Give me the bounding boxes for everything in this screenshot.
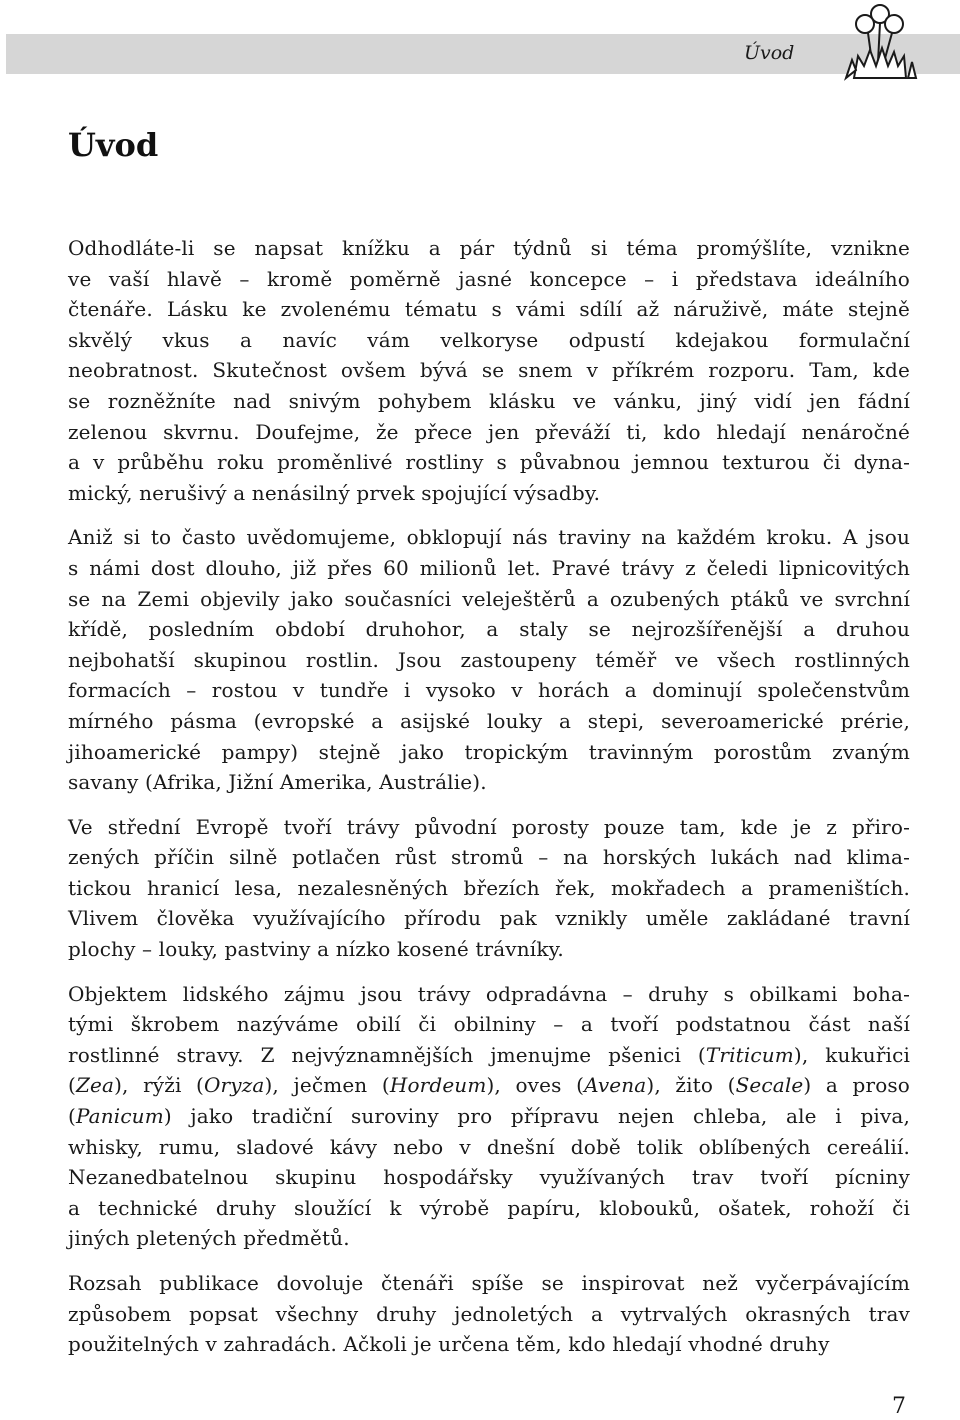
paragraph (68, 979, 910, 1254)
text-line (68, 478, 910, 509)
text-line (68, 706, 910, 737)
text-line (68, 645, 910, 676)
running-header-bar (6, 34, 960, 74)
text-run: Aniž si to často uvědomujeme, obklopují nás traviny na každém kroku. A jsou (68, 525, 910, 550)
text-run: čtenáře. Lásku ke zvolenému tématu s vámi sdílí až náruživě, máte stejně (68, 297, 910, 322)
latin-genus-name: Triticum (705, 1042, 794, 1067)
page-number: 7 (892, 1394, 906, 1419)
text-run: ), rýži ( (114, 1073, 205, 1098)
text-line (68, 386, 910, 417)
latin-genus-name: Oryza (204, 1073, 265, 1098)
latin-genus-name: Hordeum (389, 1073, 487, 1098)
text-line (68, 1193, 910, 1224)
text-run: Rozsah publikace dovoluje čtenáři spíše se inspirovat než vyčerpávajícím (68, 1271, 910, 1295)
text-run: ), oves ( (486, 1073, 585, 1098)
latin-genus-name: Secale (735, 1073, 804, 1098)
text-run: ve vaší hlavě – kromě poměrně jasné koncepce – i představa ideálního (68, 266, 910, 291)
text-line (68, 842, 910, 873)
paragraph (68, 522, 910, 797)
text-run: ( (68, 1104, 76, 1129)
text-line (68, 1132, 910, 1163)
text-line (68, 767, 910, 798)
paragraph (68, 812, 910, 965)
text-run: skvělý vkus a navíc vám velkoryse odpustí kdejakou formulační (68, 327, 910, 352)
text-run: formacích – rostou v tundře i vysoko v horách a dominují společenstvům (68, 678, 910, 703)
text-line (68, 553, 910, 584)
latin-genus-name: Panicum (75, 1104, 164, 1129)
latin-genus-name: Zea (75, 1073, 115, 1098)
text-run: a technické druhy sloužící k výrobě papíru, klobouků, ošatek, rohoží či (68, 1195, 910, 1220)
text-run: ), žito ( (646, 1073, 736, 1098)
text-run: jiných pletených předmětů. (68, 1226, 350, 1251)
text-run: ), kukuřici (793, 1042, 910, 1067)
text-run: Vlivem člověka využívajícího přírodu pak vznikly uměle zakládané travní (68, 906, 910, 931)
text-line (68, 1162, 910, 1193)
chapter-title: Úvod (68, 126, 159, 164)
grass-tufts-emblem-icon (836, 0, 920, 84)
text-run: neobratnost. Skutečnost ovšem bývá se snem v příkrém rozporu. Tam, kde (68, 358, 910, 383)
text-line (68, 355, 910, 386)
latin-genus-name: Avena (584, 1073, 647, 1098)
text-line (68, 584, 910, 615)
text-run: mírného pásma (evropské a asijské louky a stepi, severoamerické prérie, (68, 708, 910, 733)
text-run: Objektem lidského zájmu jsou trávy odpradávna – druhy s obilkami boha- (68, 981, 910, 1006)
text-line (68, 812, 910, 843)
text-run: whisky, rumu, sladové kávy nebo v dnešní době tolik oblíbených cereálií. (68, 1134, 910, 1159)
text-run: tými škrobem nazýváme obilí či obilniny – a tvoří podstatnou část naší (68, 1012, 910, 1037)
text-line (68, 1040, 910, 1071)
text-line (68, 1223, 910, 1254)
text-line (68, 294, 910, 325)
running-header-label: Úvod (744, 42, 795, 64)
text-line (68, 1070, 910, 1101)
text-line (68, 233, 910, 264)
body-text (68, 233, 910, 1374)
text-run: způsobem popsat všechny druhy jednoletých a vytrvalých okrasných trav (68, 1301, 910, 1326)
text-line (68, 1329, 910, 1360)
paragraph (68, 233, 910, 508)
text-line (68, 1299, 910, 1330)
text-run: ) a proso (803, 1073, 910, 1098)
text-run: s námi dost dlouho, již přes 60 milionů let. Pravé trávy z čeledi lipnicovitých (68, 555, 910, 580)
text-line (68, 1268, 910, 1299)
text-line (68, 325, 910, 356)
text-line (68, 264, 910, 295)
text-run: se rozněžníte nad snivým pohybem klásku ve vánku, jiný vidí jen fádní (68, 388, 910, 413)
text-run: ), ječmen ( (264, 1073, 390, 1098)
text-line (68, 447, 910, 478)
text-run: Ve střední Evropě tvoří trávy původní porosty pouze tam, kde je z přiro- (68, 814, 910, 839)
paragraph (68, 1268, 910, 1360)
text-run: tickou hranicí lesa, nezalesněných březích řek, mokřadech a prameništích. (68, 875, 910, 900)
text-run: ) jako tradiční suroviny pro přípravu nejen chleba, ale i piva, (163, 1104, 910, 1129)
text-run: plochy – louky, pastviny a nízko kosené trávníky. (68, 937, 564, 962)
text-run: Odhodláte-li se napsat knížku a pár týdnů si téma promýšlíte, vznikne (68, 236, 910, 260)
text-line (68, 873, 910, 904)
text-line (68, 675, 910, 706)
text-run: Nezanedbatelnou skupinu hospodářsky využívaných trav tvoří pícniny (68, 1165, 910, 1190)
text-line (68, 522, 910, 553)
text-line (68, 979, 910, 1010)
text-line (68, 737, 910, 768)
text-line (68, 1101, 910, 1132)
text-run: ( (68, 1073, 76, 1098)
text-line (68, 1009, 910, 1040)
text-run: rostlinné stravy. Z nejvýznamnějších jmenujme pšenici ( (68, 1042, 706, 1067)
text-run: použitelných v zahradách. Ačkoli je určena těm, kdo hledají vhodné druhy (68, 1332, 830, 1357)
text-line (68, 903, 910, 934)
text-run: zelenou skvrnu. Doufejme, že přece jen převáží ti, kdo hledají nenáročné (68, 419, 910, 444)
text-run: se na Zemi objevily jako současníci veleještěrů a ozubených ptáků ve svrchní (68, 586, 910, 611)
text-run: jihoamerické pampy) stejně jako tropickým travinným porostům zvaným (68, 739, 910, 764)
text-line (68, 934, 910, 965)
text-line (68, 417, 910, 448)
text-run: a v průběhu roku proměnlivé rostliny s půvabnou jemnou texturou či dyna- (68, 450, 910, 475)
text-run: nejbohatší skupinou rostlin. Jsou zastoupeny téměř ve všech rostlinných (68, 647, 910, 672)
text-run: mický, nerušivý a nenásilný prvek spojující výsadby. (68, 480, 601, 505)
text-run: savany (Afrika, Jižní Amerika, Austrálie). (68, 770, 487, 795)
text-run: křídě, posledním období druhohor, a staly se nejrozšířenější a druhou (68, 617, 910, 642)
text-run: zených příčin silně potlačen růst stromů – na horských lukách nad klima- (68, 845, 910, 870)
text-line (68, 614, 910, 645)
